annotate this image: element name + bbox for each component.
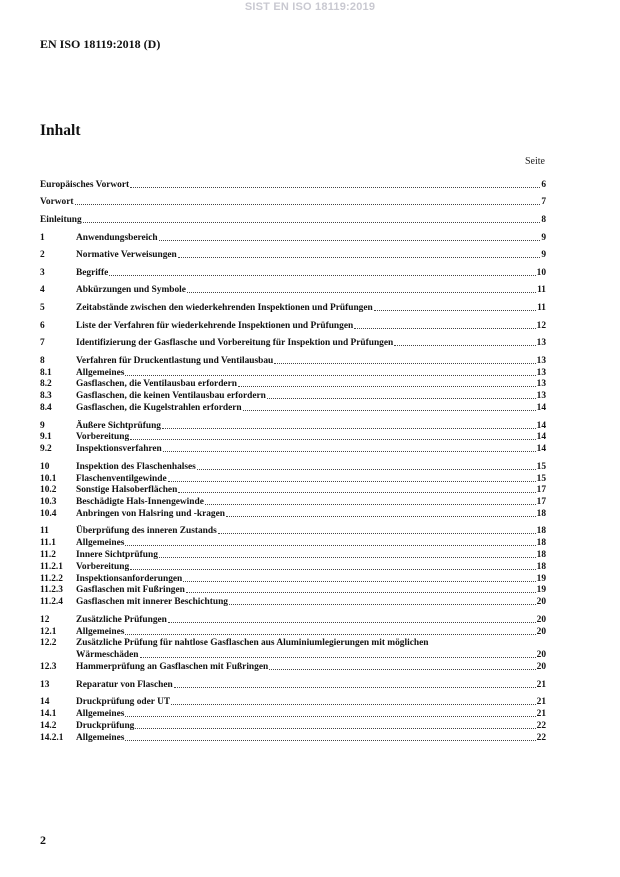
toc-entry-number: 10.4 [40,508,57,519]
toc-entry-page: 19 [536,585,546,596]
toc-entry-page: 13 [536,338,546,349]
toc-entry[interactable] [40,584,546,596]
toc-entry-title: Reparatur von Flaschen [76,679,173,690]
toc-entry-title: Flaschenventilgewinde [76,473,167,484]
toc-entry-page: 12 [536,320,546,331]
toc-entry-page: 10 [536,267,546,278]
toc-entry-page: 19 [536,573,546,584]
toc-entry-title: Allgemeines [76,367,125,378]
toc-dot-leader [171,704,536,705]
toc-dot-leader [83,222,541,223]
toc-dot-leader [205,504,536,505]
toc-entry[interactable] [40,442,546,454]
toc-dot-leader [168,622,536,623]
toc-dot-leader [162,428,536,429]
toc-dot-leader [274,363,535,364]
toc-entry-number: 11.2 [40,550,56,561]
document-id: EN ISO 18119:2018 (D) [40,37,161,51]
toc-entry[interactable] [40,707,546,719]
toc-dot-leader [174,687,536,688]
toc-entry[interactable] [40,625,546,637]
toc-entry-number: 10 [40,461,50,472]
toc-dot-leader [186,592,536,593]
toc-group [40,266,546,278]
toc-entry-title: Überprüfung des inneren Zustands [76,526,217,537]
toc-entry-page: 20 [536,614,546,625]
toc-dot-leader [140,657,536,658]
toc-entry[interactable] [40,354,546,366]
toc-entry-title: Inspektionsanforderungen [76,573,183,584]
toc-entry-number: 11.2.2 [40,573,63,584]
toc-entry[interactable] [40,536,546,548]
watermark: SIST EN ISO 18119:2019 [244,1,376,13]
toc-entry-number: 8.3 [40,391,52,402]
toc-dot-leader [226,516,536,517]
toc-entry[interactable] [40,366,546,378]
toc-entry[interactable] [40,389,546,401]
toc-entry[interactable] [40,460,546,472]
toc-entry-page: 20 [536,626,546,637]
toc-entry-number: 11 [40,526,49,537]
toc-dot-leader [125,634,535,635]
toc-group [40,178,546,190]
toc-entry[interactable] [40,495,546,507]
toc-entry-page: 14 [536,420,546,431]
toc-dot-leader [125,545,535,546]
toc-entry-number: 13 [40,679,50,690]
toc-entry-number: 7 [40,338,45,349]
toc-entry[interactable] [40,484,546,496]
toc-entry-page: 17 [536,485,546,496]
toc-entry-number: 5 [40,302,45,313]
toc-entry-title: Hammerprüfung an Gasflaschen mit Fußringen [76,662,269,673]
toc-entry-number: 6 [40,320,45,331]
toc-entry-page: 14 [536,432,546,443]
toc-entry-title: Liste der Verfahren für wiederkehrende Inspektionen und Prüfungen [76,320,354,331]
toc-entry[interactable] [40,284,546,296]
toc-entry-title: Identifizierung der Gasflasche und Vorbereitung für Inspektion und Prüfungen [76,338,394,349]
toc-entry-continuation[interactable] [40,648,546,660]
toc-entry-page: 20 [536,650,546,661]
table-of-contents [40,178,546,748]
toc-dot-leader [269,669,535,670]
toc-dot-leader [130,569,535,570]
toc-entry-title: Anwendungsbereich [76,232,158,243]
toc-dot-leader [163,451,536,452]
toc-group [40,354,546,413]
toc-entry-page: 22 [536,720,546,731]
toc-entry-page: 11 [537,285,546,296]
toc-entry[interactable] [40,548,546,560]
toc-entry-number: 14.2 [40,720,57,731]
toc-entry-number: 8.1 [40,367,52,378]
toc-entry[interactable] [40,595,546,607]
toc-entry-page: 17 [536,497,546,508]
page-number: 2 [40,833,46,847]
toc-entry-title: Europäisches Vorwort [40,179,130,190]
toc-group [40,213,546,225]
toc-entry-title: Vorwort [40,197,74,208]
toc-entry[interactable] [40,613,546,625]
toc-entry[interactable] [40,378,546,390]
toc-entry-title: Inspektionsverfahren [76,444,162,455]
toc-entry-title: Gasflaschen mit Fußringen [76,585,185,596]
toc-dot-leader [374,310,536,311]
toc-entry-title: Gasflaschen, die Kugelstrahlen erfordern [76,402,242,413]
toc-entry[interactable] [40,572,546,584]
toc-entry[interactable] [40,525,546,537]
toc-entry-title: Äußere Sichtprüfung [76,420,161,431]
toc-entry-page: 6 [541,179,546,190]
toc-group [40,695,546,742]
toc-dot-leader [130,439,535,440]
toc-dot-leader [168,481,536,482]
toc-entry-number: 14.1 [40,709,57,720]
seite-label: Seite [525,156,545,167]
toc-group [40,301,546,313]
toc-dot-leader [354,328,535,329]
toc-entry-title: Gasflaschen, die keinen Ventilausbau erfordern [76,391,266,402]
toc-group [40,460,546,519]
toc-entry[interactable] [40,719,546,731]
toc-entry[interactable] [40,695,546,707]
toc-entry[interactable] [40,507,546,519]
toc-group [40,248,546,260]
toc-entry-title: Inspektion des Flaschenhalses [76,461,196,472]
toc-entry-title: Druckprüfung oder UT [76,697,171,708]
toc-entry-page: 21 [536,697,546,708]
toc-group [40,613,546,672]
toc-entry-title: Begriffe [76,267,109,278]
toc-entry-number: 12.2 [40,638,57,649]
toc-entry-number: 12.1 [40,626,57,637]
toc-entry-page: 9 [541,250,546,261]
toc-dot-leader [125,716,535,717]
toc-dot-leader [109,275,535,276]
toc-entry-page: 13 [536,379,546,390]
toc-entry-title: Vorbereitung [76,561,130,572]
toc-entry-page: 18 [536,538,546,549]
toc-dot-leader [125,740,535,741]
toc-entry-number: 9 [40,420,45,431]
toc-entry[interactable] [40,731,546,743]
toc-group [40,231,546,243]
toc-entry-number: 14 [40,697,50,708]
toc-entry-title: Vorbereitung [76,432,130,443]
toc-entry-page: 7 [541,197,546,208]
toc-entry-number: 8.2 [40,379,52,390]
toc-entry-title: Allgemeines [76,538,125,549]
toc-entry-number: 8 [40,355,45,366]
toc-entry-title: Druckprüfung [76,720,135,731]
toc-entry-title: Anbringen von Halsring und -kragen [76,508,225,519]
toc-entry-title: Gasflaschen, die Ventilausbau erfordern [76,379,237,390]
toc-entry[interactable] [40,301,546,313]
toc-entry-title: Verfahren für Druckentlastung und Ventilausbau [76,355,274,366]
toc-entry-title: Gasflaschen mit innerer Beschichtung [76,597,228,608]
page-title: Inhalt [40,122,81,139]
toc-dot-leader [197,469,536,470]
toc-entry[interactable] [40,213,546,225]
toc-entry[interactable] [40,266,546,278]
toc-entry-number: 2 [40,250,45,261]
toc-entry-title: Sonstige Halsoberflächen [76,485,178,496]
toc-entry-page: 18 [536,550,546,561]
toc-group [40,284,546,296]
toc-entry-number: 12.3 [40,662,57,673]
toc-entry-title: Innere Sichtprüfung [76,550,158,561]
toc-entry[interactable] [40,560,546,572]
toc-dot-leader [130,187,540,188]
toc-entry-page: 18 [536,561,546,572]
toc-entry-page: 21 [536,709,546,720]
toc-dot-leader [135,728,535,729]
toc-dot-leader [159,240,541,241]
toc-dot-leader [394,345,535,346]
toc-group [40,196,546,208]
toc-dot-leader [238,386,536,387]
toc-entry-title: Normative Verweisungen [76,250,177,261]
toc-entry-number: 11.2.4 [40,597,63,608]
toc-entry-page: 13 [536,391,546,402]
toc-entry-page: 20 [536,662,546,673]
toc-entry-number: 11.2.3 [40,585,63,596]
toc-entry-page: 15 [536,461,546,472]
toc-entry-page: 18 [536,526,546,537]
toc-entry-number: 3 [40,267,45,278]
toc-entry[interactable] [40,637,546,649]
toc-entry-page: 20 [536,597,546,608]
toc-entry-page: 13 [536,367,546,378]
toc-entry-number: 10.1 [40,473,57,484]
toc-entry-number: 14.2.1 [40,732,64,743]
toc-entry-page: 22 [536,732,546,743]
toc-group [40,319,546,331]
toc-entry[interactable] [40,319,546,331]
toc-entry[interactable] [40,336,546,348]
toc-entry-number: 8.4 [40,402,52,413]
toc-dot-leader [159,557,536,558]
toc-dot-leader [75,204,541,205]
toc-entry[interactable] [40,231,546,243]
toc-entry[interactable] [40,401,546,413]
toc-entry-title: Einleitung [40,214,82,225]
toc-entry-title: Allgemeines [76,709,125,720]
toc-entry-page: 11 [537,302,546,313]
toc-entry-number: 10.3 [40,497,57,508]
toc-dot-leader [187,292,536,293]
toc-group [40,419,546,454]
toc-entry-title: Abkürzungen und Symbole [76,285,186,296]
toc-entry-number: 11.1 [40,538,56,549]
toc-group [40,678,546,690]
toc-dot-leader [178,257,541,258]
toc-entry[interactable] [40,248,546,260]
toc-entry-title: Zusätzliche Prüfung für nahtlose Gasflaschen aus Aluminiumlegierungen mit möglichen [76,638,429,649]
toc-entry-page: 15 [536,473,546,484]
toc-entry-title: Beschädigte Hals-Innengewinde [76,497,204,508]
toc-dot-leader [267,398,536,399]
toc-group [40,525,546,608]
toc-entry[interactable] [40,178,546,190]
toc-dot-leader [218,533,536,534]
toc-dot-leader [243,410,536,411]
toc-entry-page: 8 [541,214,546,225]
toc-group [40,336,546,348]
toc-entry-number: 9.1 [40,432,52,443]
toc-entry[interactable] [40,678,546,690]
toc-dot-leader [178,492,535,493]
toc-entry-page: 18 [536,508,546,519]
toc-dot-leader [183,581,535,582]
toc-entry-number: 9.2 [40,444,52,455]
toc-entry-title-continuation: Wärmeschäden [76,650,139,661]
toc-entry-number: 4 [40,285,45,296]
toc-dot-leader [125,375,535,376]
toc-entry-page: 14 [536,444,546,455]
toc-entry[interactable] [40,196,546,208]
toc-entry-title: Zusätzliche Prüfungen [76,614,167,625]
toc-entry-number: 11.2.1 [40,561,63,572]
toc-entry-page: 13 [536,355,546,366]
toc-dot-leader [229,604,536,605]
toc-entry[interactable] [40,472,546,484]
toc-entry[interactable] [40,660,546,672]
toc-entry-title: Zeitabstände zwischen den wiederkehrenden Inspektionen und Prüfungen [76,302,373,313]
toc-entry-page: 14 [536,402,546,413]
toc-entry-page: 21 [536,679,546,690]
toc-entry-title: Allgemeines [76,732,125,743]
toc-entry-number: 12 [40,614,50,625]
toc-entry-title: Allgemeines [76,626,125,637]
toc-entry-number: 1 [40,232,45,243]
toc-entry[interactable] [40,431,546,443]
toc-entry-page: 9 [541,232,546,243]
toc-entry[interactable] [40,419,546,431]
toc-entry-number: 10.2 [40,485,57,496]
